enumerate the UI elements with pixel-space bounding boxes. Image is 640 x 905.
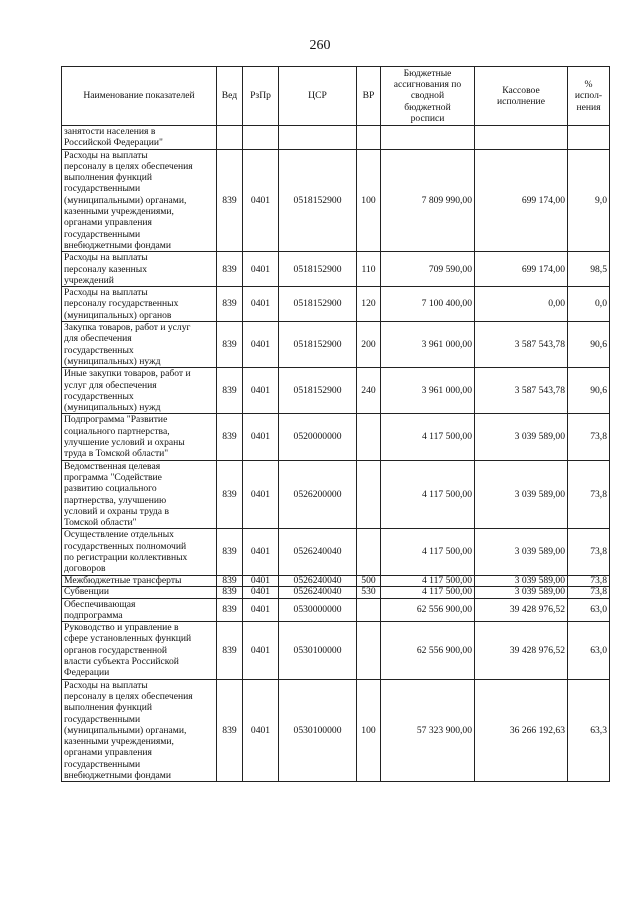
rzpr-cell: 0401 bbox=[243, 414, 279, 460]
text-line: по регистрации коллективных bbox=[64, 551, 188, 563]
indicator-name-cell bbox=[62, 622, 217, 679]
percent-cell: 73,8 bbox=[568, 460, 610, 529]
cash-execution-cell: 3 039 589,00 bbox=[475, 575, 568, 587]
header-percent-execution bbox=[568, 67, 610, 126]
text-line: (муниципальными) органами, bbox=[64, 194, 187, 206]
assignments-cell: 4 117 500,00 bbox=[381, 460, 475, 529]
csr-cell: 0518152900 bbox=[279, 252, 357, 287]
csr-cell: 0518152900 bbox=[279, 368, 357, 414]
text-line: органов государственной bbox=[64, 644, 168, 656]
percent-cell: 90,6 bbox=[568, 322, 610, 368]
table-row bbox=[62, 622, 610, 679]
text-line: Субвенции bbox=[64, 586, 109, 598]
header-assignments bbox=[381, 67, 475, 126]
table-row bbox=[62, 322, 610, 368]
csr-cell: 0530000000 bbox=[279, 598, 357, 622]
header-rzpr: РзПр bbox=[243, 67, 279, 126]
csr-cell: 0530100000 bbox=[279, 622, 357, 679]
cash-execution-cell: 39 428 976,52 bbox=[475, 598, 568, 622]
cash-execution-cell: 699 174,00 bbox=[475, 252, 568, 287]
cash-execution-cell: 3 039 589,00 bbox=[475, 460, 568, 529]
csr-cell: 0526240040 bbox=[279, 529, 357, 575]
text-line: (муниципальных) нужд bbox=[64, 402, 161, 414]
indicator-name-cell bbox=[62, 368, 217, 414]
cash-execution-cell: 3 587 543,78 bbox=[475, 322, 568, 368]
cash-execution-cell: 39 428 976,52 bbox=[475, 622, 568, 679]
text-line: программа "Содействие bbox=[64, 471, 162, 483]
csr-cell: 0518152900 bbox=[279, 287, 357, 322]
text-line: государственными bbox=[64, 758, 141, 770]
csr-cell: 0526200000 bbox=[279, 460, 357, 529]
csr-cell: 0518152900 bbox=[279, 149, 357, 252]
indicator-name-cell bbox=[62, 598, 217, 622]
indicator-name-cell bbox=[62, 529, 217, 575]
rzpr-cell: 0401 bbox=[243, 252, 279, 287]
table-row bbox=[62, 679, 610, 782]
rzpr-cell: 0401 bbox=[243, 368, 279, 414]
vr-cell bbox=[357, 414, 381, 460]
percent-cell bbox=[568, 126, 610, 150]
text-line: органами управления bbox=[64, 747, 152, 759]
text-line: Томской области" bbox=[64, 517, 137, 529]
percent-cell: 73,8 bbox=[568, 414, 610, 460]
text-line: развитию социального bbox=[64, 483, 157, 495]
ved-cell: 839 bbox=[217, 414, 243, 460]
text-line: Иные закупки товаров, работ и bbox=[64, 368, 191, 380]
text-line: социального партнерства, bbox=[64, 425, 170, 437]
cash-execution-cell: 0,00 bbox=[475, 287, 568, 322]
csr-cell: 0518152900 bbox=[279, 322, 357, 368]
assignments-cell: 62 556 900,00 bbox=[381, 622, 475, 679]
vr-cell bbox=[357, 598, 381, 622]
rzpr-cell: 0401 bbox=[243, 679, 279, 782]
assignments-cell: 4 117 500,00 bbox=[381, 587, 475, 599]
text-line: занятости населения в bbox=[64, 126, 156, 137]
table-row bbox=[62, 587, 610, 599]
text-line: государственными bbox=[64, 183, 141, 195]
table-row bbox=[62, 149, 610, 252]
text-line: государственных bbox=[64, 390, 134, 402]
assignments-cell: 709 590,00 bbox=[381, 252, 475, 287]
text-line: персоналу государственных bbox=[64, 298, 179, 310]
text-line: сфере установленных функций bbox=[64, 633, 192, 645]
percent-cell: 0,0 bbox=[568, 287, 610, 322]
text-line: Расходы на выплаты bbox=[64, 679, 148, 691]
percent-cell: 90,6 bbox=[568, 368, 610, 414]
text-line: Закупка товаров, работ и услуг bbox=[64, 322, 191, 334]
text-line: выполнения функций bbox=[64, 702, 153, 714]
text-line: Подпрограмма "Развитие bbox=[64, 414, 168, 426]
rzpr-cell: 0401 bbox=[243, 575, 279, 587]
ved-cell: 839 bbox=[217, 287, 243, 322]
text-line: внебюджетными фондами bbox=[64, 770, 171, 782]
percent-cell: 98,5 bbox=[568, 252, 610, 287]
header-vr: ВР bbox=[357, 67, 381, 126]
indicator-name-cell bbox=[62, 414, 217, 460]
assignments-cell: 4 117 500,00 bbox=[381, 414, 475, 460]
assignments-cell: 3 961 000,00 bbox=[381, 368, 475, 414]
text-line: нения bbox=[576, 101, 601, 113]
ved-cell: 839 bbox=[217, 322, 243, 368]
ved-cell: 839 bbox=[217, 598, 243, 622]
percent-cell: 73,8 bbox=[568, 529, 610, 575]
text-line: подпрограмма bbox=[64, 609, 123, 621]
indicator-name-cell bbox=[62, 679, 217, 782]
vr-cell bbox=[357, 622, 381, 679]
page-number: 260 bbox=[309, 38, 331, 53]
assignments-cell bbox=[381, 126, 475, 150]
ved-cell: 839 bbox=[217, 252, 243, 287]
vr-cell bbox=[357, 460, 381, 529]
rzpr-cell: 0401 bbox=[243, 149, 279, 252]
text-line: органами управления bbox=[64, 217, 152, 229]
table-row bbox=[62, 368, 610, 414]
table-row bbox=[62, 529, 610, 575]
ved-cell: 839 bbox=[217, 587, 243, 599]
ved-cell: 839 bbox=[217, 460, 243, 529]
cash-execution-cell: 36 266 192,63 bbox=[475, 679, 568, 782]
text-line: улучшение условий и охраны bbox=[64, 437, 185, 449]
rzpr-cell: 0401 bbox=[243, 460, 279, 529]
table-row bbox=[62, 460, 610, 529]
text-line: Бюджетные bbox=[403, 67, 452, 79]
table-row bbox=[62, 575, 610, 587]
cash-execution-cell: 3 039 589,00 bbox=[475, 587, 568, 599]
text-line: Кассовое bbox=[502, 84, 540, 96]
text-line: Федерации bbox=[64, 667, 110, 679]
percent-cell: 9,0 bbox=[568, 149, 610, 252]
rzpr-cell bbox=[243, 126, 279, 150]
vr-cell bbox=[357, 126, 381, 150]
assignments-cell: 3 961 000,00 bbox=[381, 322, 475, 368]
text-line: % bbox=[584, 79, 593, 91]
assignments-cell: 4 117 500,00 bbox=[381, 575, 475, 587]
text-line: труда в Томской области" bbox=[64, 448, 169, 460]
text-line: государственными bbox=[64, 228, 141, 240]
header-ved: Вед bbox=[217, 67, 243, 126]
indicator-name-cell bbox=[62, 460, 217, 529]
text-line: Осуществление отдельных bbox=[64, 529, 174, 541]
text-line: Руководство и управление в bbox=[64, 622, 179, 634]
text-line: Расходы на выплаты bbox=[64, 252, 148, 264]
text-line: для обеспечения bbox=[64, 333, 132, 345]
text-line: исполнение bbox=[497, 96, 545, 107]
indicator-name-cell bbox=[62, 587, 217, 599]
csr-cell bbox=[279, 126, 357, 150]
ved-cell: 839 bbox=[217, 149, 243, 252]
text-line: бюджетной bbox=[404, 101, 451, 113]
text-line: условий и охраны труда в bbox=[64, 505, 169, 517]
percent-cell: 63,3 bbox=[568, 679, 610, 782]
budget-table bbox=[61, 66, 610, 782]
text-line: услуг для обеспечения bbox=[64, 379, 157, 391]
table-row bbox=[62, 126, 610, 150]
rzpr-cell: 0401 bbox=[243, 622, 279, 679]
text-line: договоров bbox=[64, 563, 106, 575]
vr-cell: 100 bbox=[357, 679, 381, 782]
text-line: государственными bbox=[64, 713, 141, 725]
text-line: (муниципальных) органов bbox=[64, 309, 172, 321]
cash-execution-cell: 3 039 589,00 bbox=[475, 414, 568, 460]
indicator-name-cell bbox=[62, 287, 217, 322]
header-name: Наименование показателей bbox=[62, 67, 217, 126]
text-line: (муниципальных) нужд bbox=[64, 355, 161, 367]
assignments-cell: 4 117 500,00 bbox=[381, 529, 475, 575]
text-line: (муниципальными) органами, bbox=[64, 724, 187, 736]
indicator-name-cell bbox=[62, 252, 217, 287]
text-line: персоналу в целях обеспечения bbox=[64, 690, 193, 702]
text-line: Расходы на выплаты bbox=[64, 149, 148, 161]
table-row bbox=[62, 287, 610, 322]
percent-cell: 63,0 bbox=[568, 598, 610, 622]
table-row bbox=[62, 598, 610, 622]
percent-cell: 63,0 bbox=[568, 622, 610, 679]
text-line: Обеспечивающая bbox=[64, 598, 136, 610]
indicator-name-cell bbox=[62, 126, 217, 150]
table-row bbox=[62, 252, 610, 287]
text-line: испол- bbox=[574, 90, 603, 102]
vr-cell: 100 bbox=[357, 149, 381, 252]
text-line: государственных полномочий bbox=[64, 540, 187, 552]
vr-cell: 110 bbox=[357, 252, 381, 287]
ved-cell: 839 bbox=[217, 622, 243, 679]
table-row bbox=[62, 414, 610, 460]
text-line: Ведомственная целевая bbox=[64, 460, 161, 472]
vr-cell bbox=[357, 529, 381, 575]
csr-cell: 0526240040 bbox=[279, 575, 357, 587]
text-line: казенными учреждениями, bbox=[64, 206, 174, 218]
csr-cell: 0526240040 bbox=[279, 587, 357, 599]
percent-cell: 73,8 bbox=[568, 575, 610, 587]
text-line: внебюджетными фондами bbox=[64, 239, 171, 251]
table-body bbox=[62, 126, 610, 782]
text-line: власти субъекта Российской bbox=[64, 656, 179, 668]
assignments-cell: 7 100 400,00 bbox=[381, 287, 475, 322]
csr-cell: 0530100000 bbox=[279, 679, 357, 782]
table-header-row bbox=[62, 67, 610, 126]
text-line: Межбюджетные трансферты bbox=[64, 574, 182, 586]
cash-execution-cell: 3 587 543,78 bbox=[475, 368, 568, 414]
text-line: росписи bbox=[410, 112, 445, 124]
text-line: персоналу казенных bbox=[64, 263, 148, 275]
indicator-name-cell bbox=[62, 322, 217, 368]
assignments-cell: 62 556 900,00 bbox=[381, 598, 475, 622]
text-line: ассигнования по bbox=[393, 79, 462, 91]
text-line: казенными учреждениями, bbox=[64, 736, 174, 748]
vr-cell: 120 bbox=[357, 287, 381, 322]
text-line: государственных bbox=[64, 344, 134, 356]
cash-execution-cell: 699 174,00 bbox=[475, 149, 568, 252]
rzpr-cell: 0401 bbox=[243, 529, 279, 575]
percent-cell: 73,8 bbox=[568, 587, 610, 599]
vr-cell: 500 bbox=[357, 575, 381, 587]
text-line: учреждений bbox=[64, 274, 114, 286]
rzpr-cell: 0401 bbox=[243, 287, 279, 322]
ved-cell bbox=[217, 126, 243, 150]
text-line: выполнения функций bbox=[64, 172, 153, 184]
vr-cell: 530 bbox=[357, 587, 381, 599]
text-line: Российской Федерации" bbox=[64, 137, 163, 149]
assignments-cell: 57 323 900,00 bbox=[381, 679, 475, 782]
header-csr: ЦСР bbox=[279, 67, 357, 126]
vr-cell: 200 bbox=[357, 322, 381, 368]
indicator-name-cell bbox=[62, 575, 217, 587]
text-line: персоналу в целях обеспечения bbox=[64, 160, 193, 172]
ved-cell: 839 bbox=[217, 368, 243, 414]
rzpr-cell: 0401 bbox=[243, 598, 279, 622]
rzpr-cell: 0401 bbox=[243, 322, 279, 368]
text-line: Расходы на выплаты bbox=[64, 287, 148, 299]
header-cash-execution bbox=[475, 67, 568, 126]
csr-cell: 0520000000 bbox=[279, 414, 357, 460]
rzpr-cell: 0401 bbox=[243, 587, 279, 599]
cash-execution-cell bbox=[475, 126, 568, 150]
cash-execution-cell: 3 039 589,00 bbox=[475, 529, 568, 575]
vr-cell: 240 bbox=[357, 368, 381, 414]
assignments-cell: 7 809 990,00 bbox=[381, 149, 475, 252]
ved-cell: 839 bbox=[217, 529, 243, 575]
text-line: сводной bbox=[410, 90, 445, 102]
text-line: партнерства, улучшению bbox=[64, 494, 167, 506]
ved-cell: 839 bbox=[217, 575, 243, 587]
ved-cell: 839 bbox=[217, 679, 243, 782]
indicator-name-cell bbox=[62, 149, 217, 252]
